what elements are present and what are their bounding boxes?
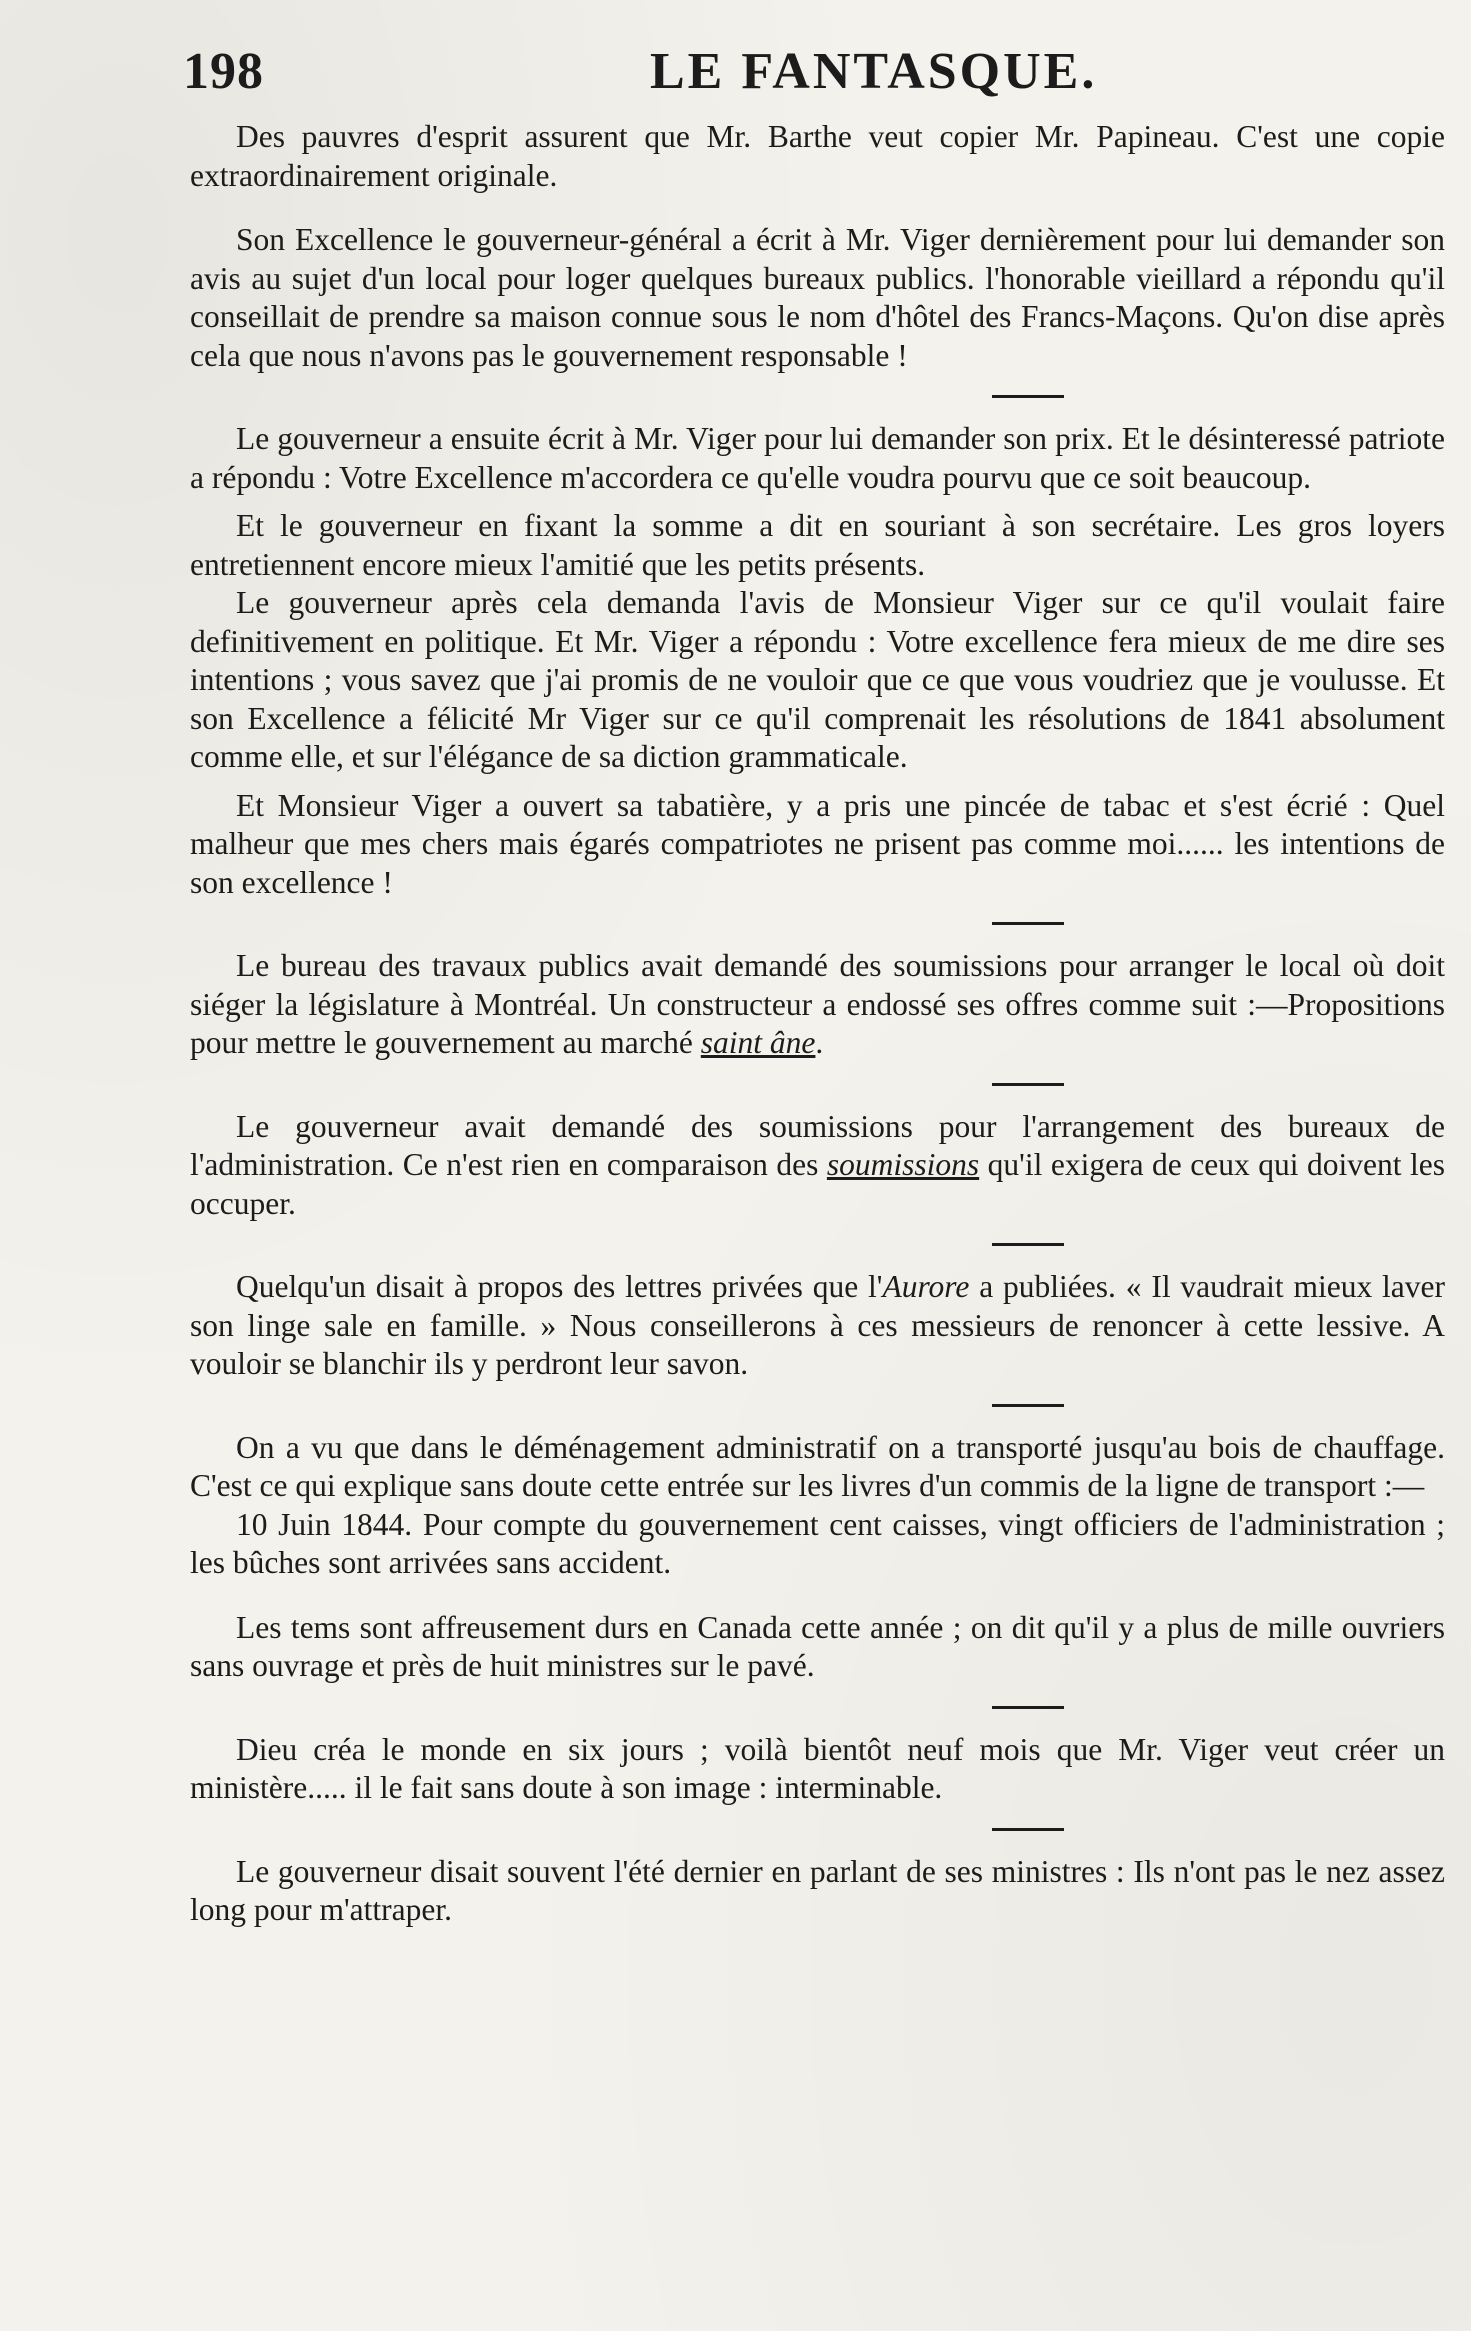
paragraph-prix: Le gouverneur a ensuite écrit à Mr. Viger pour lui demander son prix. Et le désinteressé patriote a répondu : Votre Excellence m'accordera ce qu'elle voudra pourvu que ce soit beaucoup.: [190, 421, 1445, 495]
paragraph-travaux-publics: Le bureau des travaux publics avait demandé des soumissions pour arranger le local où doit siéger la législature à Montréal. Un constructeur a endossé ses offres comme suit :—Propositions pour mettre le gouvernement au marché saint âne.: [190, 948, 1445, 1060]
spacer: [190, 195, 1445, 221]
page-header: [0, 40, 1471, 110]
separator-rule: [992, 1828, 1064, 1831]
paragraph-lessive: Quelqu'un disait à propos des lettres privées que l'Aurore a publiées. « Il vaudrait mieux laver son linge sale en famille. » Nous conseillerons à ces messieurs de renoncer à cette lessive. A vouloir se blanchir ils y perdront leur savon.: [190, 1269, 1445, 1381]
paragraph-six-jours: Dieu créa le monde en six jours ; voilà bientôt neuf mois que Mr. Viger veut créer un ministère..... il le fait sans doute à son image : interminable.: [190, 1731, 1445, 1805]
spacer: [190, 497, 1445, 507]
paragraph-loyers: Et le gouverneur en fixant la somme a dit en souriant à son secrétaire. Les gros loyers entretiennent encore mieux l'amitié que les petits présents.: [190, 508, 1445, 582]
text-column: [190, 118, 1445, 1930]
paragraph-soumissions: Le gouverneur avait demandé des soumissions pour l'arrangement des bureaux de l'administration. Ce n'est rien en comparaison des soumissions qu'il exigera de ceux qui doivent les occuper.: [190, 1108, 1445, 1221]
separator-rule: [992, 1706, 1064, 1709]
paragraph-tabatiere: Et Monsieur Viger a ouvert sa tabatière, y a pris une pincée de tabac et s'est écrié : Quel malheur que mes chers mais égarés compatriotes ne prisent pas comme moi...... les intentions de son excellence !: [190, 787, 1445, 900]
emphasis-saint-ane: saint âne: [700, 1025, 816, 1060]
journal-title: LE FANTASQUE.: [650, 43, 1098, 100]
paragraph-nez-long: Le gouverneur disait souvent l'été dernier en parlant de ses ministres : Ils n'ont pas le nez assez long pour m'attraper.: [190, 1853, 1445, 1927]
paragraph-entree-livre: 10 Juin 1844. Pour compte du gouvernement cent caisses, vingt officiers de l'administration ; les bûches sont arrivées sans accident.: [190, 1506, 1445, 1580]
emphasis-soumissions: soumissions: [826, 1147, 980, 1182]
page-number: 198: [183, 43, 264, 100]
spacer: [190, 777, 1445, 787]
separator-rule: [992, 1404, 1064, 1407]
emphasis-aurore: Aurore: [882, 1269, 970, 1304]
separator-rule: [992, 395, 1064, 398]
paragraph-barthe: Des pauvres d'esprit assurent que Mr. Barthe veut copier Mr. Papineau. C'est une copie extraordinairement originale.: [190, 119, 1445, 193]
paragraph-tems-durs: Les tems sont affreusement durs en Canada cette année ; on dit qu'il y a plus de mille ouvriers sans ouvrage et près de huit ministres sur le pavé.: [190, 1609, 1445, 1683]
separator-rule: [992, 922, 1064, 925]
paragraph-politique: Le gouverneur après cela demanda l'avis de Monsieur Viger sur ce qu'il voulait faire definitivement en politique. Et Mr. Viger a répondu : Votre excellence fera mieux de me dire ses intentions ; vous savez que j'ai promis de ne vouloir que ce que vous voudriez que je voulusse. Et son Excellence a félicité Mr Viger sur ce qu'il comprenait les résolutions de 1841 absolument comme elle, et sur l'élégance de sa diction grammaticale.: [190, 585, 1445, 774]
separator-rule: [992, 1243, 1064, 1246]
separator-rule: [992, 1083, 1064, 1086]
paragraph-local: Son Excellence le gouverneur-général a écrit à Mr. Viger dernièrement pour lui demander son avis au sujet d'un local pour loger quelques bureaux publics. l'honorable vieillard a répondu qu'il conseillait de prendre sa maison connue sous le nom d'hôtel des Francs-Maçons. Qu'on dise après cela que nous n'avons pas le gouvernement responsable !: [190, 222, 1445, 373]
spacer: [190, 1583, 1445, 1609]
paragraph-demenagement: On a vu que dans le déménagement administratif on a transporté jusqu'au bois de chauffage. C'est ce qui explique sans doute cette entrée sur les livres d'un commis de la ligne de transport :—: [190, 1429, 1445, 1503]
